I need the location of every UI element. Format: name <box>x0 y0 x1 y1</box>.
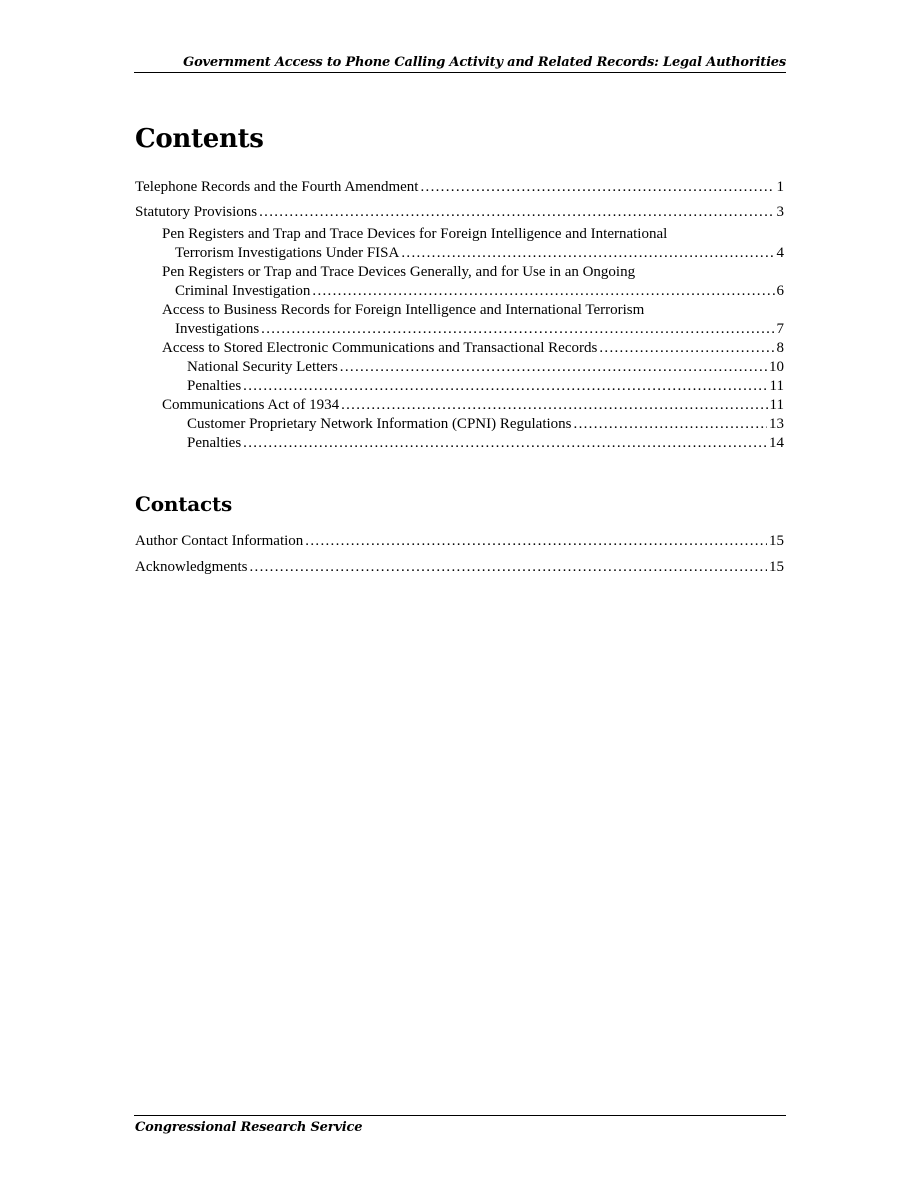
toc-entry-page: 10 <box>769 359 784 375</box>
toc-entry[interactable] <box>187 415 784 434</box>
toc-entry[interactable] <box>187 434 784 453</box>
toc-entry-title: Author Contact Information <box>135 533 304 549</box>
toc-entry-page: 1 <box>776 179 784 195</box>
toc-entry-page: 11 <box>769 378 784 394</box>
dot-leader <box>259 203 774 222</box>
toc-entry-page: 13 <box>769 416 784 432</box>
toc-entry-title: Customer Proprietary Network Information (CPNI) Regulations <box>187 416 572 432</box>
footer-rule <box>134 1115 786 1116</box>
toc-entry[interactable] <box>162 396 784 415</box>
running-header-title: Government Access to Phone Calling Activity and Related Records: Legal Authorities <box>183 55 786 70</box>
toc-entry[interactable] <box>187 358 784 377</box>
toc-entry-title: Statutory Provisions <box>135 204 258 220</box>
toc-entry[interactable] <box>135 532 784 551</box>
dot-leader <box>340 358 767 377</box>
toc-entry[interactable] <box>135 178 784 197</box>
dot-leader <box>305 532 767 551</box>
toc-entry-title: Criminal Investigation <box>175 283 311 299</box>
dot-leader <box>599 339 774 358</box>
toc-entry[interactable] <box>162 301 784 339</box>
toc-entry-page: 4 <box>776 245 784 261</box>
toc-entry-title-line1: Access to Business Records for Foreign Intelligence and International Terrorism <box>162 302 645 318</box>
toc-entry[interactable] <box>135 203 784 222</box>
dot-leader <box>341 396 767 415</box>
toc-entry-page: 6 <box>776 283 784 299</box>
toc-entry-title: Access to Stored Electronic Communications and Transactional Records <box>162 340 598 356</box>
dot-leader <box>243 434 767 453</box>
toc-entry-page: 3 <box>776 204 784 220</box>
toc-entry-title-line1: Pen Registers and Trap and Trace Devices for Foreign Intelligence and International <box>162 226 668 242</box>
toc-entry-title: Acknowledgments <box>135 559 248 575</box>
toc-entry[interactable] <box>135 558 784 577</box>
dot-leader <box>401 244 774 263</box>
dot-leader <box>574 415 767 434</box>
toc-entry-page: 14 <box>769 435 784 451</box>
toc-entry-title: Terrorism Investigations Under FISA <box>175 245 400 261</box>
toc-entry-title-line1: Pen Registers or Trap and Trace Devices Generally, and for Use in an Ongoing <box>162 264 636 280</box>
dot-leader <box>420 178 774 197</box>
toc-entry-page: 7 <box>776 321 784 337</box>
toc-entry-title: Penalties <box>187 435 242 451</box>
contents-heading: Contents <box>135 124 264 154</box>
toc-entry-title: Investigations <box>175 321 260 337</box>
toc-entry-title: National Security Letters <box>187 359 338 375</box>
toc-entry[interactable] <box>162 339 784 358</box>
toc-entry-title: Penalties <box>187 378 242 394</box>
dot-leader <box>261 320 774 339</box>
footer-text: Congressional Research Service <box>135 1120 363 1135</box>
contacts-heading: Contacts <box>135 492 233 516</box>
toc-entry-page: 11 <box>769 397 784 413</box>
header-rule <box>134 72 786 73</box>
toc-entry-page: 15 <box>769 559 784 575</box>
toc-entry-page: 15 <box>769 533 784 549</box>
toc-entry[interactable] <box>162 225 784 263</box>
toc-entry-title: Telephone Records and the Fourth Amendment <box>135 179 419 195</box>
toc-entry-title: Communications Act of 1934 <box>162 397 340 413</box>
toc-entry[interactable] <box>162 263 784 301</box>
dot-leader <box>312 282 774 301</box>
dot-leader <box>243 377 767 396</box>
toc-entry-page: 8 <box>776 340 784 356</box>
dot-leader <box>249 558 767 577</box>
toc-entry[interactable] <box>187 377 784 396</box>
